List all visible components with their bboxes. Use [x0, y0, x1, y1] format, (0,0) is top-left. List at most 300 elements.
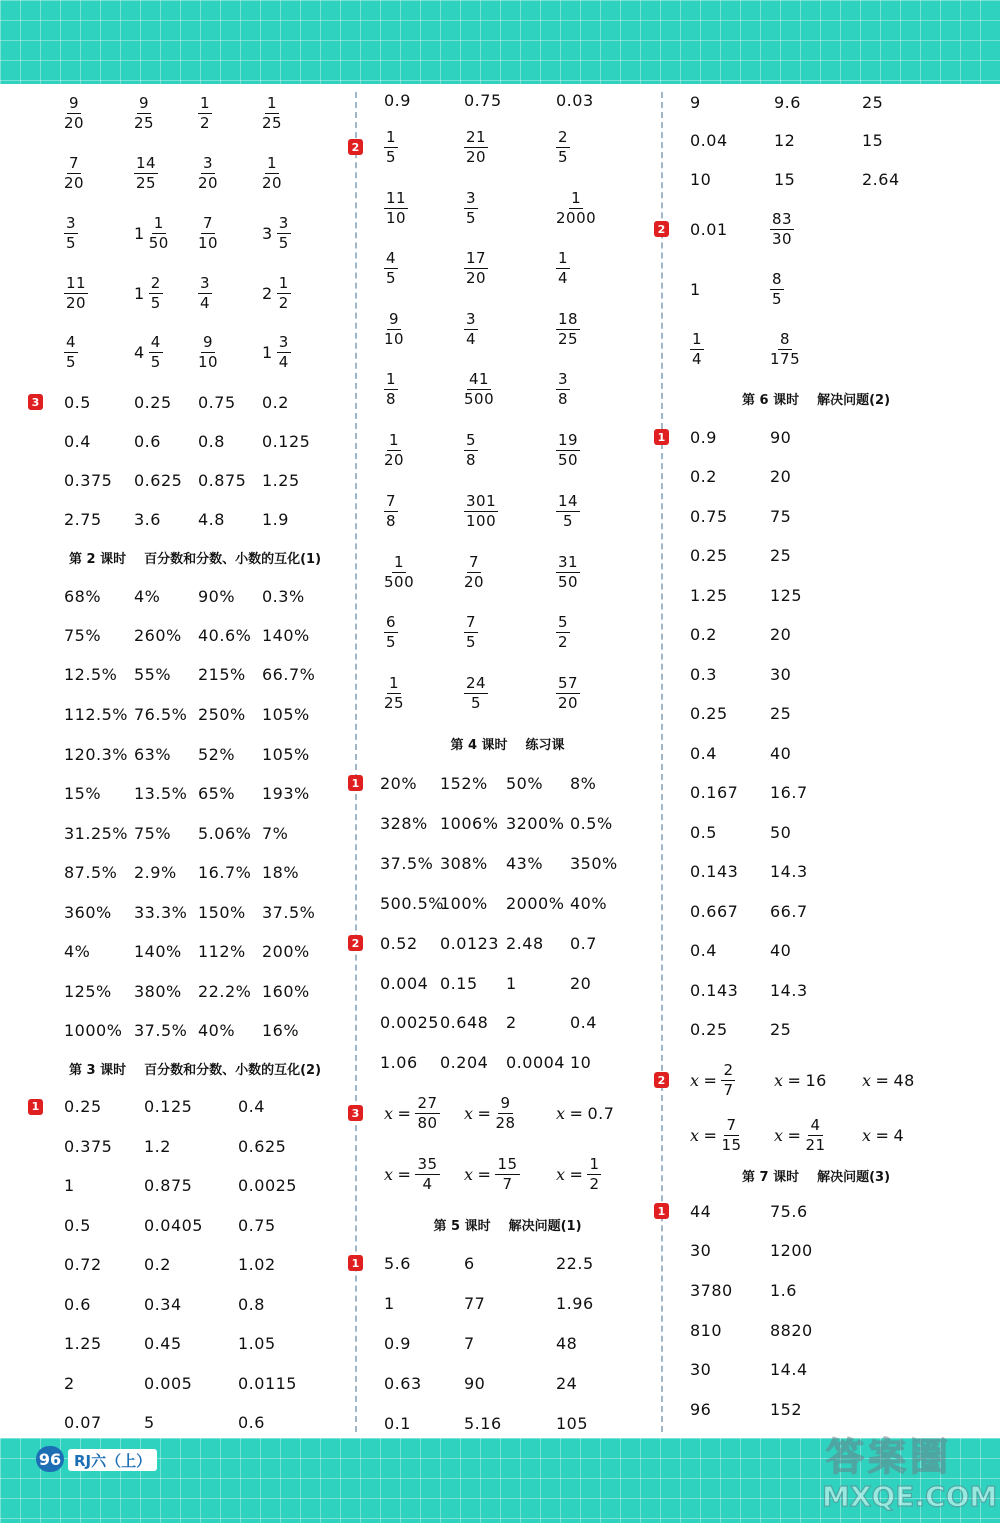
denominator: 4 — [692, 349, 703, 368]
value-text: 9.6 — [774, 92, 801, 112]
numerator: 1 — [200, 94, 211, 112]
answer-cell — [464, 420, 478, 481]
answer-row — [360, 1323, 655, 1363]
answer-cell — [64, 422, 91, 461]
grade-label: RJ六（上） — [68, 1449, 157, 1471]
answer-row — [666, 733, 966, 773]
denominator: 4 — [466, 329, 477, 348]
numerator: 1 — [153, 213, 164, 232]
value-text: 360% — [64, 902, 112, 922]
lesson-heading — [40, 538, 350, 576]
answer-row — [40, 616, 350, 655]
answer-cell — [134, 616, 182, 655]
answer-row — [666, 970, 966, 1010]
answer-cell — [770, 694, 791, 733]
value-text: 215% — [198, 665, 246, 684]
value-text: 20 — [770, 625, 792, 644]
numerator: 1 — [267, 153, 278, 172]
answer-cell — [862, 1049, 915, 1111]
answer-row — [666, 931, 966, 970]
answer-cell — [238, 1205, 276, 1245]
value-text: 16 — [805, 1070, 827, 1090]
fraction — [148, 213, 169, 252]
equals-sign: = — [477, 1103, 492, 1123]
answer-cell — [144, 1087, 192, 1126]
numerator: 1 — [278, 273, 289, 292]
value-text: 0.3 — [690, 664, 717, 684]
value-text: 152% — [440, 773, 488, 793]
value-text: 0.0004 — [506, 1052, 565, 1072]
fraction — [134, 96, 154, 131]
answer-row — [666, 891, 966, 931]
answer-cell — [64, 892, 112, 932]
answer-cell — [262, 774, 310, 813]
answer-cell — [64, 1126, 112, 1166]
answer-row — [40, 143, 350, 203]
answer-cell — [774, 120, 795, 160]
denominator: 500 — [384, 572, 415, 591]
fraction — [64, 273, 88, 312]
answer-row — [40, 1245, 350, 1284]
answer-cell — [770, 812, 791, 852]
denominator: 2000 — [556, 208, 597, 227]
numerator: 4 — [386, 249, 397, 267]
answer-cell — [144, 1245, 171, 1284]
answer-cell — [770, 733, 791, 773]
value-text: 48 — [893, 1070, 915, 1090]
value-text: 100% — [440, 893, 488, 913]
answer-cell — [384, 178, 408, 238]
answer-row — [666, 496, 966, 536]
value-text: 1000% — [64, 1020, 123, 1040]
value-text: 1.96 — [556, 1293, 594, 1313]
value-text: 1.02 — [238, 1255, 276, 1274]
value-text: 0.5% — [570, 813, 613, 833]
numerator: 14 — [558, 492, 579, 510]
question-number-badge: 2 — [654, 221, 669, 237]
answer-cell — [384, 1363, 422, 1403]
denominator: 5 — [471, 693, 482, 712]
fraction — [134, 153, 158, 192]
answer-cell — [556, 602, 570, 663]
value-text: 350% — [570, 853, 618, 873]
answer-row — [40, 203, 350, 263]
answer-row — [360, 299, 655, 359]
lesson-title: 解决问题(3) — [817, 1169, 891, 1185]
answer-row — [40, 1205, 350, 1245]
answer-row — [666, 654, 966, 694]
answer-cell — [774, 84, 801, 120]
fraction — [198, 273, 212, 312]
answer-cell — [464, 1323, 475, 1363]
numerator: 9 — [203, 333, 214, 351]
question-number-badge: 3 — [348, 1105, 363, 1121]
value-text: 40% — [570, 893, 608, 913]
answer-cell — [440, 923, 499, 963]
value-text: 105% — [262, 744, 310, 764]
value-text: 40 — [770, 743, 792, 763]
answer-row — [666, 84, 966, 120]
value-text: 55% — [134, 665, 172, 684]
answer-cell — [198, 382, 236, 422]
answer-cell — [570, 763, 596, 803]
fraction — [384, 251, 398, 286]
answer-cell — [144, 1403, 155, 1441]
answer-cell — [384, 1082, 440, 1144]
value-text: 0.5 — [64, 392, 91, 412]
value-text: 250% — [198, 704, 246, 724]
answer-row — [666, 773, 966, 812]
value-text: 1.6 — [770, 1280, 797, 1300]
answer-cell — [690, 1270, 733, 1310]
lesson-number: 第 5 课时 — [433, 1218, 491, 1234]
value-text: 0.875 — [198, 471, 247, 490]
answer-cell — [380, 883, 444, 923]
answer-cell — [64, 263, 88, 323]
answer-cell — [384, 481, 398, 542]
fraction — [770, 269, 784, 308]
denominator: 8 — [558, 390, 569, 408]
value-text: 0.75 — [238, 1215, 276, 1235]
answer-row — [40, 1324, 350, 1363]
value-text: 0.4 — [690, 941, 717, 960]
denominator: 80 — [417, 1113, 438, 1132]
answer-cell — [134, 734, 171, 774]
fraction — [384, 552, 415, 591]
value-text: 5.16 — [464, 1413, 502, 1433]
value-text: 25 — [770, 704, 792, 723]
answer-row — [351, 1243, 655, 1283]
answer-cell — [262, 461, 300, 500]
fraction — [384, 433, 404, 468]
answer-cell — [384, 359, 398, 420]
fraction — [556, 372, 570, 407]
answer-cell — [464, 1082, 516, 1144]
answer-row — [360, 663, 655, 723]
numerator: 83 — [772, 209, 793, 228]
answer-row — [40, 576, 350, 616]
variable-x: x — [774, 1070, 784, 1090]
value-text: 0.125 — [144, 1097, 193, 1116]
whole-part: 3 — [262, 223, 273, 243]
column-divider — [355, 92, 357, 1432]
value-text: 0.143 — [690, 862, 739, 881]
question-number-badge: 1 — [28, 1099, 43, 1115]
answer-cell — [198, 616, 251, 655]
answer-row — [666, 536, 966, 575]
value-text: 15 — [774, 170, 796, 189]
fraction — [464, 552, 485, 591]
value-text: 4% — [64, 942, 91, 961]
value-text: 5.6 — [384, 1253, 411, 1273]
fraction — [464, 494, 498, 529]
fraction — [384, 188, 408, 227]
answer-cell — [64, 1245, 102, 1284]
answer-cell — [262, 734, 310, 774]
answer-cell — [64, 203, 78, 263]
answer-cell — [506, 803, 564, 843]
denominator: 25 — [262, 114, 283, 132]
value-text: 0.2 — [690, 467, 717, 486]
answer-cell — [690, 1111, 742, 1159]
answer-cell — [134, 382, 172, 422]
answer-cell — [198, 500, 225, 538]
whole-part: 1 — [134, 283, 145, 303]
answer-cell — [64, 616, 101, 655]
lesson-number: 第 7 课时 — [741, 1169, 800, 1185]
numerator: 1 — [394, 552, 405, 571]
answer-cell — [64, 1166, 75, 1205]
answer-cell — [134, 694, 187, 734]
value-text: 0.204 — [440, 1052, 489, 1072]
answer-cell — [440, 1042, 488, 1082]
value-text: 75% — [134, 823, 172, 843]
value-text: 25 — [770, 1020, 792, 1039]
value-text: 0.75 — [198, 392, 236, 412]
value-text: 0.15 — [440, 973, 478, 993]
answer-cell — [690, 457, 717, 496]
value-text: 0.0025 — [238, 1176, 297, 1195]
denominator: 20 — [466, 147, 487, 166]
answer-cell — [770, 1231, 813, 1270]
value-text: 0.07 — [64, 1412, 102, 1432]
value-text: 140% — [134, 942, 182, 961]
answer-cell — [556, 481, 580, 542]
value-text: 15 — [862, 130, 884, 150]
answer-cell — [690, 575, 728, 615]
answer-cell — [862, 1111, 904, 1159]
denominator: 20 — [64, 173, 85, 192]
answer-row — [666, 259, 966, 319]
value-text: 1.9 — [262, 509, 289, 529]
numerator: 17 — [466, 249, 487, 267]
watermark-url: MXQE.COM — [822, 1480, 998, 1513]
value-text: 18% — [262, 863, 300, 882]
answer-row — [40, 323, 350, 382]
answer-cell — [64, 734, 128, 774]
denominator: 5 — [150, 293, 161, 312]
answer-row — [40, 1126, 350, 1166]
answer-cell — [380, 1042, 418, 1082]
value-text: 105 — [556, 1413, 589, 1433]
denominator: 4 — [422, 1175, 433, 1193]
denominator: 175 — [770, 349, 801, 368]
value-text: 75% — [64, 626, 102, 645]
fraction — [384, 615, 398, 650]
value-text: 0.0405 — [144, 1215, 203, 1235]
answer-cell — [556, 542, 580, 602]
denominator: 20 — [66, 293, 87, 312]
fraction — [556, 673, 580, 712]
answer-cell — [770, 457, 791, 496]
value-text: 1.2 — [144, 1136, 171, 1156]
answer-cell — [862, 160, 900, 199]
lesson-number: 第 6 课时 — [741, 392, 800, 408]
numerator: 21 — [466, 127, 487, 146]
answer-cell — [380, 1003, 439, 1042]
answer-cell — [262, 1011, 299, 1049]
answer-cell — [464, 84, 502, 116]
numerator: 4 — [810, 1115, 821, 1134]
answer-cell — [690, 1350, 711, 1389]
answer-cell — [506, 843, 543, 883]
denominator: 5 — [563, 512, 574, 530]
value-text: 0.9 — [384, 90, 411, 110]
answer-column-3 — [657, 84, 966, 1436]
answer-cell — [440, 763, 488, 803]
value-text: 0.25 — [690, 546, 728, 565]
equals-sign: = — [397, 1165, 412, 1184]
answer-row — [40, 461, 350, 500]
answer-row — [666, 1010, 966, 1049]
denominator: 5 — [150, 353, 161, 371]
answer-cell — [64, 1087, 102, 1126]
answer-cell — [770, 970, 808, 1010]
fraction — [262, 153, 283, 192]
equals-sign: = — [569, 1165, 584, 1184]
value-text: 0.9 — [690, 427, 717, 447]
value-text: 1006% — [440, 813, 499, 833]
answer-cell — [770, 1191, 808, 1231]
fraction — [384, 309, 405, 348]
answer-cell — [570, 803, 613, 843]
answer-cell — [262, 382, 289, 422]
value-text: 0.004 — [380, 973, 429, 993]
value-text: 12.5% — [64, 665, 118, 684]
answer-cell — [770, 1310, 813, 1350]
value-text: 7 — [464, 1333, 475, 1353]
equals-sign: = — [397, 1103, 412, 1123]
fraction — [64, 96, 84, 131]
answer-cell — [464, 1363, 485, 1403]
denominator: 2 — [200, 114, 211, 132]
answer-cell — [774, 160, 795, 199]
answer-cell — [556, 1082, 614, 1144]
answer-row — [666, 1310, 966, 1350]
answer-cell — [770, 1010, 791, 1049]
value-text: 31.25% — [64, 823, 129, 843]
variable-x: x — [690, 1070, 700, 1090]
value-text: 12 — [774, 130, 796, 150]
answer-row — [666, 575, 966, 615]
denominator: 5 — [772, 289, 783, 308]
answer-cell — [384, 299, 404, 359]
fraction — [415, 1157, 439, 1192]
value-text: 6 — [464, 1253, 475, 1273]
value-text: 52% — [198, 744, 236, 764]
numerator: 18 — [558, 309, 579, 328]
lesson-heading — [40, 1049, 350, 1087]
lesson-heading — [666, 379, 966, 417]
answer-cell — [144, 1324, 182, 1363]
variable-x: x — [556, 1103, 566, 1123]
answer-row — [40, 84, 350, 143]
answer-cell — [238, 1166, 297, 1205]
lesson-title: 解决问题(2) — [817, 392, 891, 408]
value-text: 5 — [144, 1412, 155, 1432]
value-text: 105% — [262, 704, 310, 724]
answer-cell — [506, 923, 544, 963]
answer-row — [657, 417, 966, 457]
value-text: 0.375 — [64, 1136, 113, 1156]
numerator: 6 — [386, 613, 397, 631]
answer-cell — [380, 923, 418, 963]
answer-cell — [770, 1389, 802, 1429]
answer-cell — [770, 496, 791, 536]
fraction — [464, 372, 494, 407]
answer-cell — [690, 733, 717, 773]
answer-cell — [690, 1010, 728, 1049]
answer-cell — [262, 263, 291, 323]
value-text: 810 — [690, 1320, 723, 1340]
fraction — [770, 329, 801, 368]
answer-cell — [690, 615, 717, 654]
value-text: 380% — [134, 981, 182, 1001]
denominator: 5 — [66, 233, 77, 252]
variable-x: x — [384, 1103, 394, 1123]
answer-cell — [556, 359, 570, 420]
answer-row — [360, 420, 655, 481]
value-text: 0.5 — [690, 822, 717, 842]
numerator: 1 — [386, 370, 397, 388]
lesson-number: 第 2 课时 — [68, 551, 127, 567]
value-text: 260% — [134, 626, 182, 645]
question-number-badge: 2 — [348, 139, 363, 155]
answer-cell — [64, 853, 117, 892]
value-text: 16.7% — [198, 863, 252, 882]
fraction — [556, 552, 580, 591]
whole-part: 2 — [262, 283, 273, 303]
answer-cell — [238, 1324, 276, 1363]
fraction — [277, 213, 291, 252]
fraction — [464, 615, 478, 650]
fraction — [721, 1115, 742, 1154]
value-text: 2.75 — [64, 509, 102, 529]
value-text: 0.25 — [690, 1020, 728, 1039]
answer-cell — [198, 774, 235, 813]
answer-cell — [64, 1363, 75, 1403]
value-text: 14.3 — [770, 980, 808, 1000]
value-text: 0.75 — [690, 506, 728, 526]
answer-cell — [134, 892, 187, 932]
numerator: 7 — [466, 613, 477, 631]
numerator: 24 — [466, 673, 487, 692]
answer-cell — [384, 420, 404, 481]
answer-cell — [690, 812, 717, 852]
value-text: 0.4 — [690, 743, 717, 763]
denominator: 8 — [386, 512, 397, 530]
numerator: 4 — [150, 333, 161, 351]
answer-row — [360, 963, 655, 1003]
value-text: 193% — [262, 784, 310, 803]
fraction — [556, 494, 580, 529]
denominator: 5 — [558, 147, 569, 166]
answer-cell — [690, 970, 738, 1010]
answer-cell — [64, 382, 91, 422]
answer-cell — [690, 1310, 722, 1350]
value-text: 0.0123 — [440, 933, 499, 953]
value-text: 0.875 — [144, 1176, 193, 1195]
fraction — [384, 494, 398, 529]
answer-cell — [464, 299, 478, 359]
value-text: 76.5% — [134, 704, 188, 724]
answer-cell — [464, 359, 494, 420]
answer-cell — [690, 199, 728, 259]
value-text: 0.45 — [144, 1334, 182, 1353]
answer-cell — [262, 853, 299, 892]
fraction — [464, 188, 478, 227]
answer-cell — [64, 813, 128, 853]
